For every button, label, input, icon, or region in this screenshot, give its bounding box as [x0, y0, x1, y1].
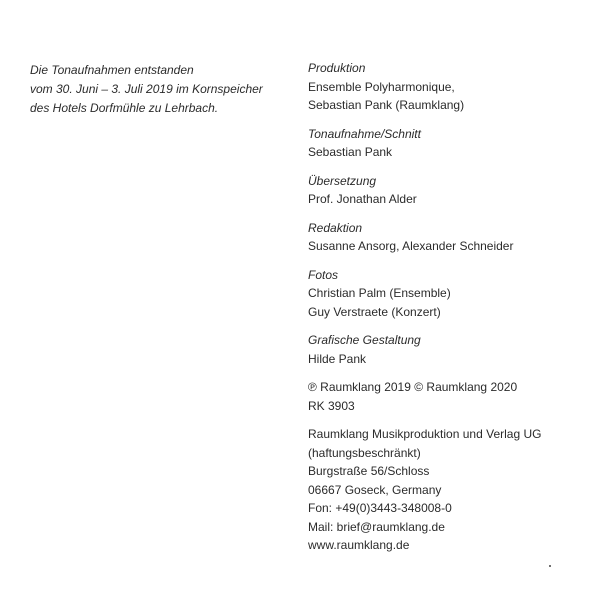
publisher-email: Mail: brief@raumklang.de — [308, 519, 445, 534]
credit-line: Susanne Ansorg, Alexander Schneider — [308, 239, 514, 253]
recording-note-line: des Hotels Dorfmühle zu Lehrbach. — [30, 101, 219, 115]
credit-heading: Tonaufnahme/Schnitt — [308, 126, 421, 141]
credit-line: Guy Verstraete (Konzert) — [308, 304, 441, 319]
decorative-dot — [549, 565, 551, 567]
credit-production — [308, 59, 588, 115]
publisher-address: Burgstraße 56/Schloss — [308, 464, 430, 478]
credits-column — [308, 59, 588, 555]
credit-line: Ensemble Polyharmonique, — [308, 79, 455, 94]
recording-note — [30, 61, 280, 118]
catalog-number: RK 3903 — [308, 398, 355, 413]
credit-graphic-design — [308, 331, 588, 368]
copyright-block — [308, 378, 588, 415]
copyright-line: ℗ Raumklang 2019 © Raumklang 2020 — [308, 380, 518, 394]
credit-photos — [308, 266, 588, 322]
credit-translation — [308, 172, 588, 209]
publisher-line: (haftungsbeschränkt) — [308, 445, 421, 460]
credit-recording-editing — [308, 125, 588, 162]
credit-editing — [308, 219, 588, 256]
publisher-website: www.raumklang.de — [308, 538, 410, 552]
recording-note-line: vom 30. Juni – 3. Juli 2019 im Kornspeicher — [30, 82, 263, 96]
credit-line: Sebastian Pank — [308, 145, 393, 159]
publisher-line: Raumklang Musikproduktion und Verlag UG — [308, 427, 542, 441]
credit-heading: Grafische Gestaltung — [308, 333, 421, 347]
credit-heading: Produktion — [308, 61, 366, 75]
credit-heading: Übersetzung — [308, 173, 377, 188]
credit-line: Prof. Jonathan Alder — [308, 192, 417, 206]
publisher-block — [308, 425, 588, 555]
credit-heading: Fotos — [308, 267, 339, 282]
publisher-phone: Fon: +49(0)3443-348008-0 — [308, 501, 452, 515]
credit-heading: Redaktion — [308, 220, 363, 235]
publisher-address: 06667 Goseck, Germany — [308, 482, 442, 497]
credit-line: Sebastian Pank (Raumklang) — [308, 98, 465, 112]
credit-line: Christian Palm (Ensemble) — [308, 286, 451, 300]
recording-note-line: Die Tonaufnahmen entstanden — [30, 63, 194, 77]
credit-line: Hilde Pank — [308, 351, 367, 366]
